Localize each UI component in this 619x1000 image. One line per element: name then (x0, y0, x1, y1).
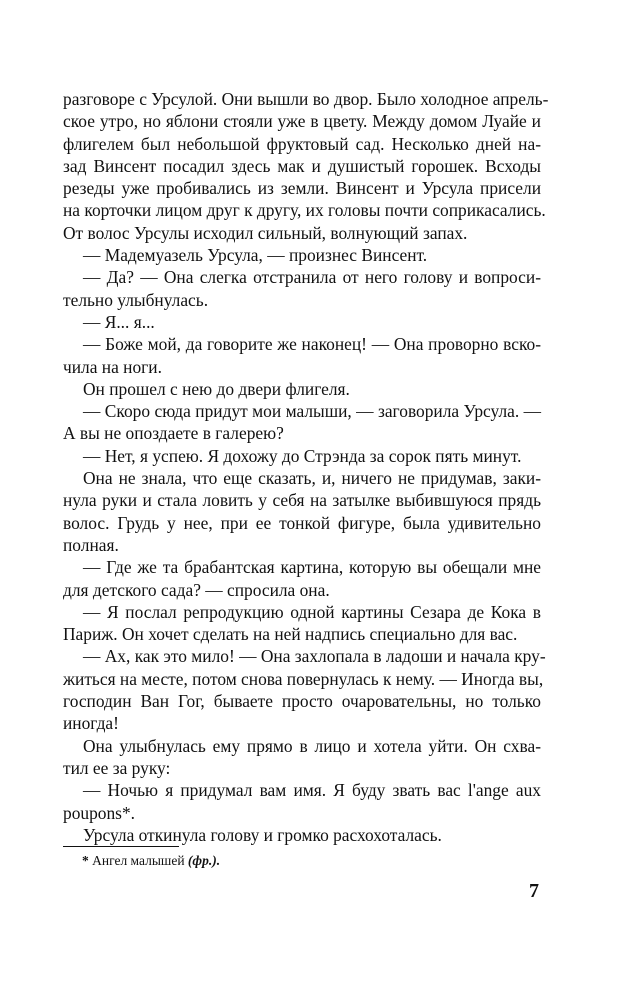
text-line: для детского сада? — спросила она. (63, 579, 330, 600)
text-line: зад Винсент посадил здесь мак и душистый горошек. Всходы (63, 155, 541, 176)
text-line: — Да? — Она слегка отстранила от него голову и вопроси- (83, 267, 541, 288)
text-line: — Я послал репродукцию одной картины Сезара де Кока в (83, 601, 541, 622)
text-line: — Мадемуазель Урсула, — произнес Винсент. (83, 245, 428, 266)
text-line: poupons*. (63, 802, 135, 823)
text-line: чила на ноги. (63, 356, 162, 377)
text-line: Он прошел с нею до двери флигеля. (83, 378, 350, 399)
text-line: — Нет, я успею. Я дохожу до Стрэнда за сорок пять минут. (83, 445, 522, 466)
text-line: иногда! (63, 713, 119, 734)
text-line: резеды уже пробивались из земли. Винсент и Урсула присели (63, 178, 541, 199)
text-line: тельно улыбнулась. (63, 289, 209, 310)
text-line: Париж. Он хочет сделать на ней надпись специально для вас. (63, 624, 518, 645)
text-line: волос. Грудь у нее, при ее тонкой фигуре, была удивительно (63, 512, 541, 533)
text-line: житься на месте, потом снова повернулась к нему. — Иногда вы, (63, 668, 544, 689)
text-line: тил ее за руку: (63, 757, 171, 778)
text-line: — Скоро сюда придут мои малыши, — заговорила Урсула. — (83, 401, 541, 422)
text-line: — Ночью я придумал вам имя. Я буду звать вас l'ange aux (83, 780, 541, 801)
text-line: А вы не опоздаете в галерею? (63, 423, 284, 444)
text-line: — Боже мой, да говорите же наконец! — Она проворно вско- (83, 334, 541, 355)
text-line: на корточки лицом друг к другу, их головы почти соприкасались. (63, 200, 546, 221)
text-line: нула руки и стала ловить у себя на затылке выбившуюся прядь (63, 490, 541, 511)
page-body (63, 88, 549, 846)
text-line: — Ах, как это мило! — Она захлопала в ладоши и начала кру- (83, 646, 546, 667)
text-line: разговоре с Урсулой. Они вышли во двор. Было холодное апрель- (63, 89, 549, 109)
footnote-language: (фр.). (187, 853, 221, 868)
text-line: Она не знала, что еще сказать, и, ничего не придумав, заки- (83, 468, 541, 489)
footnote (82, 852, 220, 870)
text-line: господин Ван Гог, бываете просто очаровательны, но только (63, 691, 541, 712)
text-line: От волос Урсулы исходил сильный, волнующий запах. (63, 222, 468, 243)
text-line: Урсула откинула голову и громко расхохоталась. (83, 824, 442, 845)
footnote-divider (63, 846, 179, 847)
text-line: — Где же та брабантская картина, которую вы обещали мне (83, 557, 541, 578)
text-line: — Я... я... (83, 311, 155, 332)
text-line: полная. (63, 534, 119, 555)
text-line: ское утро, но яблони стояли уже в цвету. Между домом Луайе и (63, 111, 541, 132)
page-number: 7 (529, 880, 539, 902)
footnote-mark: * (82, 853, 89, 868)
footnote-text: Ангел малышей (92, 853, 185, 868)
text-line: Она улыбнулась ему прямо в лицо и хотела уйти. Он схва- (83, 735, 541, 756)
text-line: флигелем был небольшой фруктовый сад. Несколько дней на- (63, 133, 541, 154)
